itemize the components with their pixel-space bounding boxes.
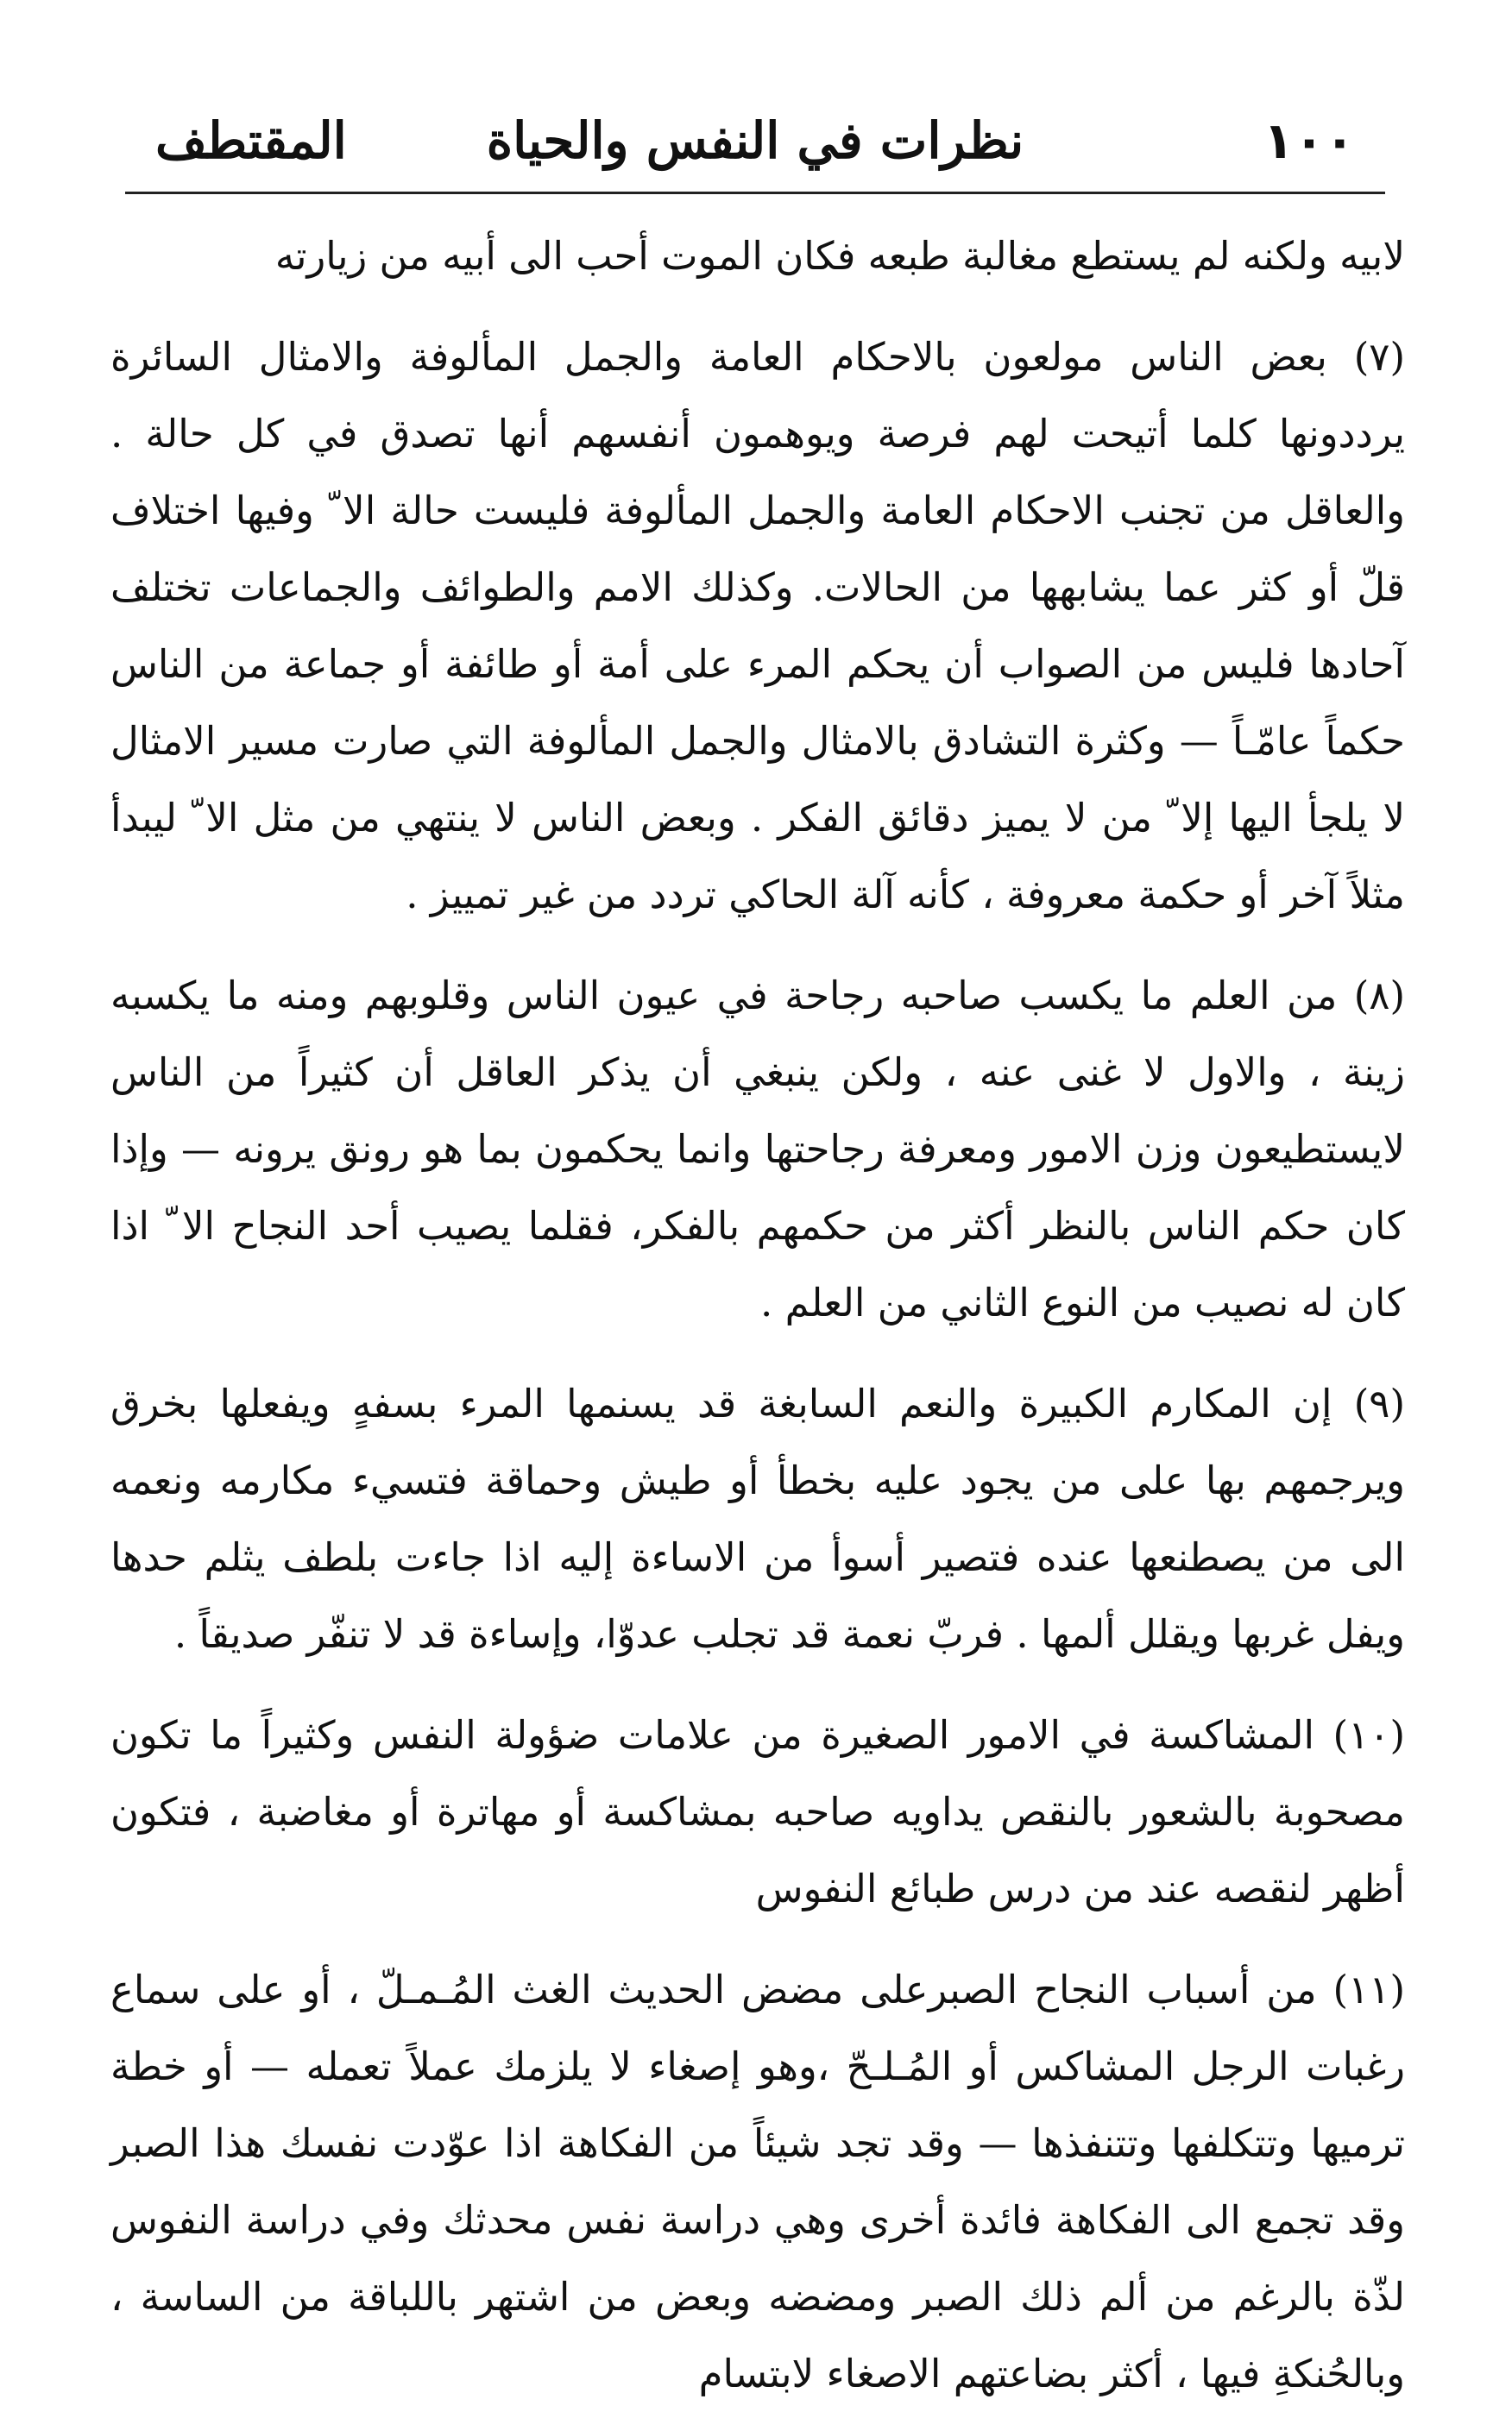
header-rule [125, 192, 1385, 194]
paragraph-9: (٩) إن المكارم الكبيرة والنعم السابغة قد يسنمها المرء بسفهٍ ويفعلها بخرق ويرجمهم بها على من يجود عليه بخطأ أو طيش وحماقة فتسيء مكارمه ونعمه الى من يصطنعها عنده فتصير أسوأ من الاساءة إليه اذا جاءت بلطف يثلم حدها ويفل غربها ويقلل ألمها . فربّ نعمة قد تجلب عدوّا، وإساءة قد لا تنفّر صديقاً . [110, 1381, 1405, 1657]
paragraph-continuation: لابيه ولكنه لم يستطع مغالبة طبعه فكان الموت أحب الى أبيه من زيارته [274, 233, 1405, 279]
page-body [110, 217, 1405, 2412]
paragraph-11: (١١) من أسباب النجاح الصبرعلى مضض الحديث الغث المُـمـلّ ، أو على سماع رغبات الرجل المشاكس أو المُـلـحّ ،وهو إصغاء لا يلزمك عملاً تعمله — أو خطة ترميها وتتكلفها وتتنفذها — وقد تجد شيئاً من الفكاهة اذا عوّدت نفسك هذا الصبر وقد تجمع الى الفكاهة فائدة أخرى وهي دراسة نفس محدثك وفي دراسة النفوس لذّة بالرغم من ألم ذلك الصبر ومضضه وبعض من اشتهر باللباقة من الساسة ، وبالحُنكةِ فيها ، أكثر بضاعتهم الاصغاء لابتسام [110, 1967, 1405, 2396]
journal-name: المقتطف [155, 111, 347, 170]
paragraph-10: (١٠) المشاكسة في الامور الصغيرة من علامات ضؤولة النفس وكثيراً ما تكون مصحوبة بالشعور بالنقص يداويه صاحبه بمشاكسة أو مهاترة أو مغاضبة ، فتكون أظهر لنقصه عند من درس طبائع النفوس [110, 1712, 1405, 1911]
running-header [129, 102, 1381, 179]
running-title: نظرات في النفس والحياة [486, 111, 1024, 170]
page-number: ١٠٠ [1263, 111, 1355, 170]
paragraph-7: (٧) بعض الناس مولعون بالاحكام العامة والجمل المألوفة والامثال السائرة يرددونها كلما أتيحت لهم فرصة ويوهمون أنفسهم أنها تصدق في كل حالة . والعاقل من تجنب الاحكام العامة والجمل المألوفة فليست حالة الا ّ وفيها اختلاف قلّ أو كثر عما يشابهها من الحالات. وكذلك الامم والطوائف والجماعات تختلف آحادها فليس من الصواب أن يحكم المرء على أمة أو طائفة أو جماعة من الناس حكماً عامّـاً — وكثرة التشادق بالامثال والجمل المألوفة التي صارت مسير الامثال لا يلجأ اليها إلا ّ من لا يميز دقائق الفكر . وبعض الناس لا ينتهي من مثل الا ّ ليبدأ مثلاً آخر أو حكمة معروفة ، كأنه آلة الحاكي تردد من غير تمييز . [110, 334, 1405, 917]
paragraph-8: (٨) من العلم ما يكسب صاحبه رجاحة في عيون الناس وقلوبهم ومنه ما يكسبه زينة ، والاول لا غنى عنه ، ولكن ينبغي أن يذكر العاقل أن كثيراً من الناس لايستطيعون وزن الامور ومعرفة رجاحتها وانما يحكمون بما هو رونق يرونه — وإذا كان حكم الناس بالنظر أكثر من حكمهم بالفكر، فقلما يصيب أحد النجاح الا ّ اذا كان له نصيب من النوع الثاني من العلم . [110, 973, 1405, 1326]
